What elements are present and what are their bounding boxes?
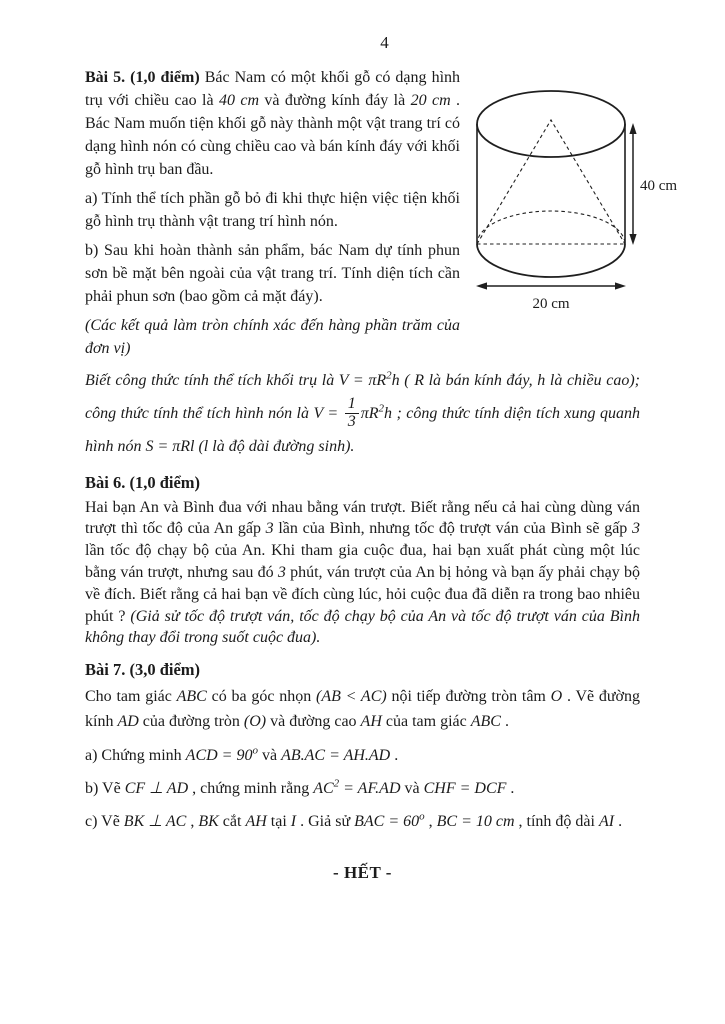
height-arrowhead-bottom — [629, 234, 636, 245]
p7-text-2: có ba góc nhọn — [206, 688, 316, 706]
p6-text-4: phút, ván trượt của An bị hỏng và bạn ấy phải chạy bộ về đích. Biết rằng cả hai bạn về đích cùng lúc, hỏi cuộc đua đã diễn ra trong bao nhiêu phút ? — [85, 563, 640, 625]
problem6-body — [85, 497, 640, 650]
p7c-point-i: I — [290, 813, 297, 831]
problem5-formula-note — [85, 365, 640, 462]
p6-number-2: 3 — [632, 520, 641, 538]
p7b-angle-equality: CHF = DCF — [423, 780, 507, 798]
p7c-bc-length: BC = 10 cm — [436, 813, 515, 831]
p7c-ah: AH — [245, 813, 267, 831]
p6-number-3: 3 — [277, 563, 286, 581]
p7c-bk: BK — [198, 813, 219, 831]
p7-text-1: Cho tam giác — [85, 688, 177, 706]
p7b-ac: AC — [313, 780, 334, 798]
cylinder-top-ellipse — [477, 91, 625, 157]
intro-text-1: Bác Nam có một khối gỗ có dạng hình trụ với chiều cao là — [85, 69, 461, 109]
p7c-text-5: . Giả sử — [296, 813, 355, 831]
p7b-text-4: . — [506, 780, 515, 798]
p7a-text-3: . — [390, 747, 399, 765]
p7-text-3: nội tiếp đường tròn tâm — [386, 688, 551, 706]
degree-sign: o — [252, 744, 258, 757]
intro-text-3: . Bác Nam muốn tiện khối gỗ này thành một vật trang trí có dạng hình nón có cùng chiều cao và bán kính đáy với khối gỗ hình trụ ban đầu. — [85, 92, 461, 178]
p7a-text-2: và — [257, 747, 282, 765]
p7-text-8: . — [500, 713, 509, 731]
p6-text-2: lần của Bình, nhưng tốc độ trượt ván của Bình sẽ gấp — [273, 520, 633, 538]
p7-text-6: và đường cao — [266, 713, 361, 731]
p6-text-1: Hai bạn An và Bình đua với nhau bằng ván trượt. Biết rằng nếu cả hai cùng dùng ván trượt thì tốc độ của An gấp — [85, 498, 640, 538]
squared-sign: 2 — [333, 777, 340, 790]
p7b-text-1: b) Vẽ — [85, 780, 125, 798]
p7b-text-2: , chứng minh rằng — [188, 780, 314, 798]
formula-text-2: h ( R là bán kính đáy, h là chiều cao); công thức tính thể tích hình nón là V = — [85, 372, 640, 422]
page-number: 4 — [380, 33, 389, 52]
problem7-intro — [85, 684, 640, 734]
problem7-part-b — [85, 777, 640, 800]
intro-text-2: và đường kính đáy là — [259, 92, 411, 109]
degree-sign-2: o — [419, 810, 425, 823]
part-a-text: a) Tính thể tích phần gỗ bỏ đi khi thực hiện việc tiện khối gỗ hình trụ thành vật trang trí hình nón. — [85, 190, 460, 230]
p7a-product-equality: AB.AC = AH.AD — [281, 747, 391, 765]
p7c-text-2: , — [186, 813, 199, 831]
part-b-text: b) Sau khi hoàn thành sản phẩm, bác Nam dự tính phun sơn bề mặt bên ngoài của vật trang trí. Tính diện tích cần phải phun sơn (bao gồm cả mặt đáy). — [85, 242, 460, 305]
cylinder-bottom-arc — [477, 244, 625, 277]
p7c-text-1: c) Vẽ — [85, 813, 124, 831]
problem7-heading: Bài 7. (3,0 điểm) — [85, 660, 201, 680]
formula-text-4: h ; công thức tính diện tích xung quanh hình nón S = πRl (l là độ dài đường sinh). — [85, 404, 641, 455]
p6-assumption-note: (Giả sử tốc độ trượt ván, tốc độ chạy bộ của An và tốc độ trượt ván của Bình không thay đổi trong suốt cuộc đua). — [85, 607, 641, 647]
p7c-text-6: , — [424, 813, 437, 831]
diameter-arrowhead-left — [476, 282, 487, 289]
problem-5 — [85, 66, 678, 360]
p7b-af-ad: = AF.AD — [339, 780, 401, 798]
p7-math-circle-o: (O) — [243, 713, 267, 731]
diameter-arrowhead-right — [615, 282, 626, 289]
p7c-text-8: . — [614, 813, 623, 831]
problem7-part-c — [85, 810, 640, 833]
height-arrowhead-top — [629, 123, 636, 134]
formula-text-1: Biết công thức tính thể tích khối trụ là V = πR — [85, 372, 387, 389]
cylinder-bottom-hidden-arc — [477, 211, 625, 244]
problem7-part-a — [85, 744, 640, 767]
p7-text-4: . Vẽ đường kính — [85, 688, 641, 731]
p7c-ai: AI — [598, 813, 615, 831]
fraction-denominator: 3 — [347, 412, 356, 430]
figure-height-label: 40 cm — [640, 178, 678, 194]
p7-text-5: của đường tròn — [138, 713, 244, 731]
cylinder-cone-figure — [470, 82, 690, 315]
p7a-text-1: a) Chứng minh — [85, 747, 186, 765]
p7-math-ad: AD — [117, 713, 139, 731]
one-third-fraction — [345, 396, 359, 431]
p7c-angle-bac: BAC = 60 — [354, 813, 420, 831]
exponent-2: 2 — [378, 402, 384, 415]
p7b-cf-perp-ad: CF ⊥ AD — [124, 780, 189, 798]
p7a-angle-acd: ACD = 90 — [185, 747, 253, 765]
p7-math-ah: AH — [360, 713, 382, 731]
problem5-heading: Bài 5. (1,0 điểm) — [85, 69, 200, 86]
exponent-1: 2 — [386, 369, 392, 382]
end-marker: - HẾT - — [333, 863, 392, 883]
p7-math-o: O — [550, 688, 563, 706]
p7b-text-3: và — [400, 780, 424, 798]
p7c-bk-perp-ac: BK ⊥ AC — [123, 813, 187, 831]
cone-dashed-outline — [477, 120, 625, 244]
formula-text-3: πR — [360, 404, 379, 422]
problem5-rounding-note: (Các kết quả làm tròn chính xác đến hàng phần trăm của đơn vị) — [85, 317, 460, 357]
figure-diameter-label: 20 cm — [532, 296, 570, 312]
p7c-text-7: , tính độ dài — [514, 813, 599, 831]
p7-math-abc-2: ABC — [470, 713, 501, 731]
cylinder-cone-diagram — [470, 82, 690, 315]
p7c-text-3: cắt — [218, 813, 246, 831]
p6-text-3: lần tốc độ chạy bộ của An. Khi tham gia cuộc đua, hai bạn xuất phát cùng một lúc bằng ván trượt, nhưng sau đó — [85, 542, 640, 581]
p7-text-7: của tam giác — [381, 713, 471, 731]
p7c-text-4: tại — [266, 813, 291, 831]
diameter-value: 20 cm — [410, 92, 451, 109]
problem6-heading: Bài 6. (1,0 điểm) — [85, 472, 201, 492]
p7-math-ab-ac: (AB < AC) — [316, 688, 387, 706]
height-value: 40 cm — [218, 92, 260, 109]
p7-math-abc: ABC — [176, 688, 207, 706]
fraction-numerator: 1 — [345, 396, 359, 414]
p6-number-1: 3 — [265, 520, 274, 538]
